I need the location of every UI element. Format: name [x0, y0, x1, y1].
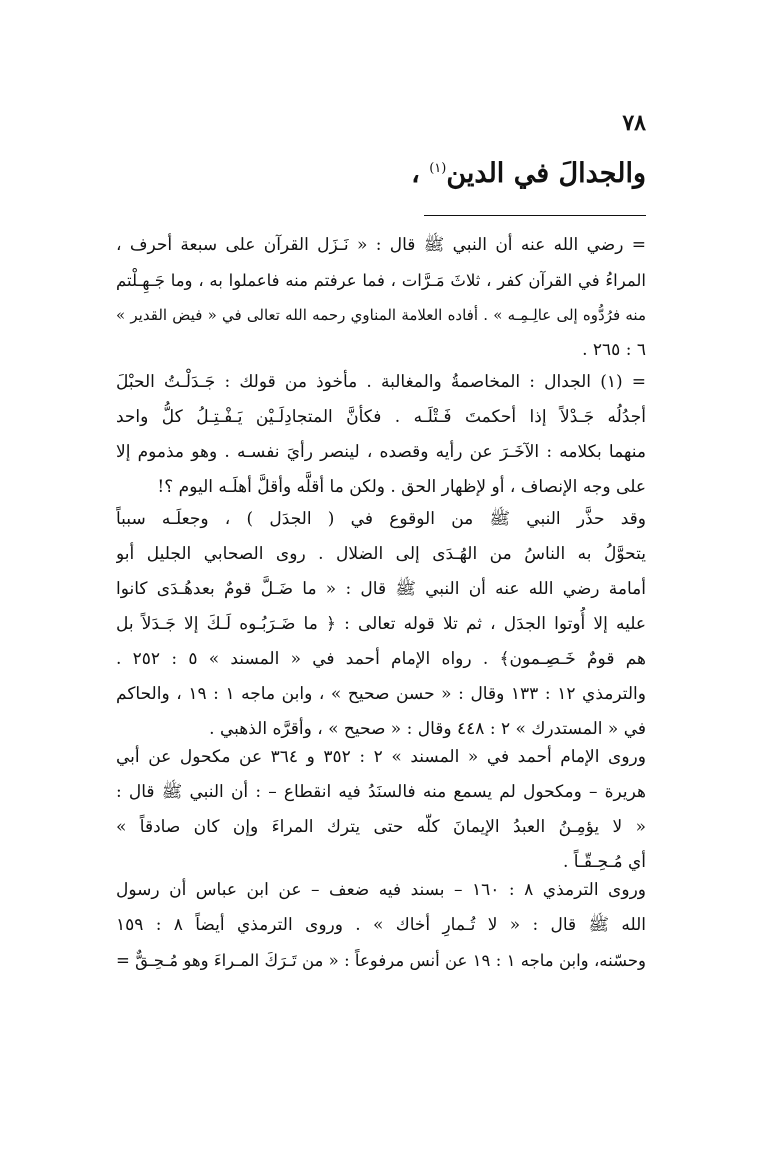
text-line: هم قومٌ خَـصِـمون﴾ . رواه الإمام أحمد في « المسند » ٥ : ٢٥٢ .	[116, 649, 646, 669]
text-line: والترمذي ١٢ : ١٣٣ وقال : « حسن صحيح » ، وابن ماجه ١ : ١٩ ، والحاكم	[116, 684, 646, 704]
footnote-paragraph	[116, 502, 646, 747]
footnote-definition	[116, 365, 646, 505]
heading-text: والجدالَ في الدين	[446, 158, 646, 189]
heading-trailing: ،	[411, 158, 420, 189]
text-line: المراءُ في القرآن كفر ، ثلاثَ مَـرَّات ، فما عرفتم منه فاعملوا به ، وما جَـهِـلْتم	[116, 271, 646, 290]
text-line: = (١) الجدال : المخاصمةُ والمغالبة . مأخوذ من قولك : جَـدَلْـتُ الحبْلَ	[116, 372, 646, 392]
footnote-paragraph	[116, 873, 646, 978]
text-line: على وجه الإنصاف ، أو لإظهار الحق . ولكن ما أقلَّه وأقلَّ أهلَـه اليوم ؟!	[157, 477, 646, 497]
text-line: منهما بكلامه : الآخَـرَ عن رأيه وقصده ، لينصر رأيَ نفسـه . وهو مذموم إلا	[116, 442, 646, 462]
text-line: وروى الإمام أحمد في « المسند » ٢ : ٣٥٢ و ٣٦٤ عن مكحول عن أبي	[116, 747, 646, 767]
text-line: الله ﷺ قال : « لا تُـمارِ أخاك » . وروى الترمذي أيضاً ٨ : ١٥٩	[116, 915, 646, 935]
text-line: وقد حذَّر النبي ﷺ من الوقوع في ( الجدَل ) ، وجعلَـه سبباً	[116, 509, 646, 529]
text-line: أي مُـحِـقّـاً .	[562, 852, 646, 872]
text-line: منه فرُدُّوه إلى عالِـمِـه » . أفاده العلامة المناوي رحمه الله تعالى في « فيض القدير »	[116, 306, 646, 324]
text-line: = رضي الله عنه أن النبي ﷺ قال : « نَـزَل القرآن على سبعة أحرف ،	[116, 235, 646, 255]
footnote-separator-rule	[424, 215, 646, 216]
text-line: ٦ : ٢٦٥ .	[582, 340, 646, 360]
footnote-marker: (١)	[429, 161, 447, 176]
footnote-continuation	[116, 228, 646, 368]
text-line: عليه إلا أُوتوا الجدَل ، ثم تلا قوله تعالى : ﴿ ما ضَـرَبُـوه لَـكَ إلا جَـدَلاً بل	[116, 614, 646, 634]
text-line: « لا يؤمِـنُ العبدُ الإيمانَ كلّه حتى يترك المراءَ وإن كان صادقاً »	[116, 817, 646, 837]
text-line: هريرة – ومكحول لم يسمع منه فالسنَدُ فيه انقطاع – : أن النبي ﷺ قال :	[116, 782, 646, 802]
text-line: يتحوَّلُ به الناسُ من الهُـدَى إلى الضلال . روى الصحابي الجليل أبو	[116, 544, 646, 564]
page-number: ٧٨	[622, 110, 646, 136]
footnote-paragraph	[116, 740, 646, 880]
text-line: أمامة رضي الله عنه أن النبي ﷺ قال : « ما ضَـلَّ قومٌ بعدهُـدَى كانوا	[116, 579, 646, 599]
text-line: أجدُلُه جَـدْلاً إذا أحكمتَ فَـتْلَـه . فكأنَّ المتجادِلَـيْن يَـفْـتِـلُ كلُّ واحد	[116, 407, 646, 427]
page-heading	[411, 158, 646, 189]
text-line: وحسّنه، وابن ماجه ١ : ١٩ عن أنس مرفوعاً : « من تَـرَكَ المـراءَ وهو مُـحِـقٌّ =	[116, 951, 646, 970]
text-line: في « المستدرك » ٢ : ٤٤٨ وقال : « صحيح » ، وأقرَّه الذهبي .	[209, 719, 646, 739]
text-line: وروى الترمذي ٨ : ١٦٠ – بسند فيه ضعف – عن ابن عباس أن رسول	[116, 880, 646, 900]
